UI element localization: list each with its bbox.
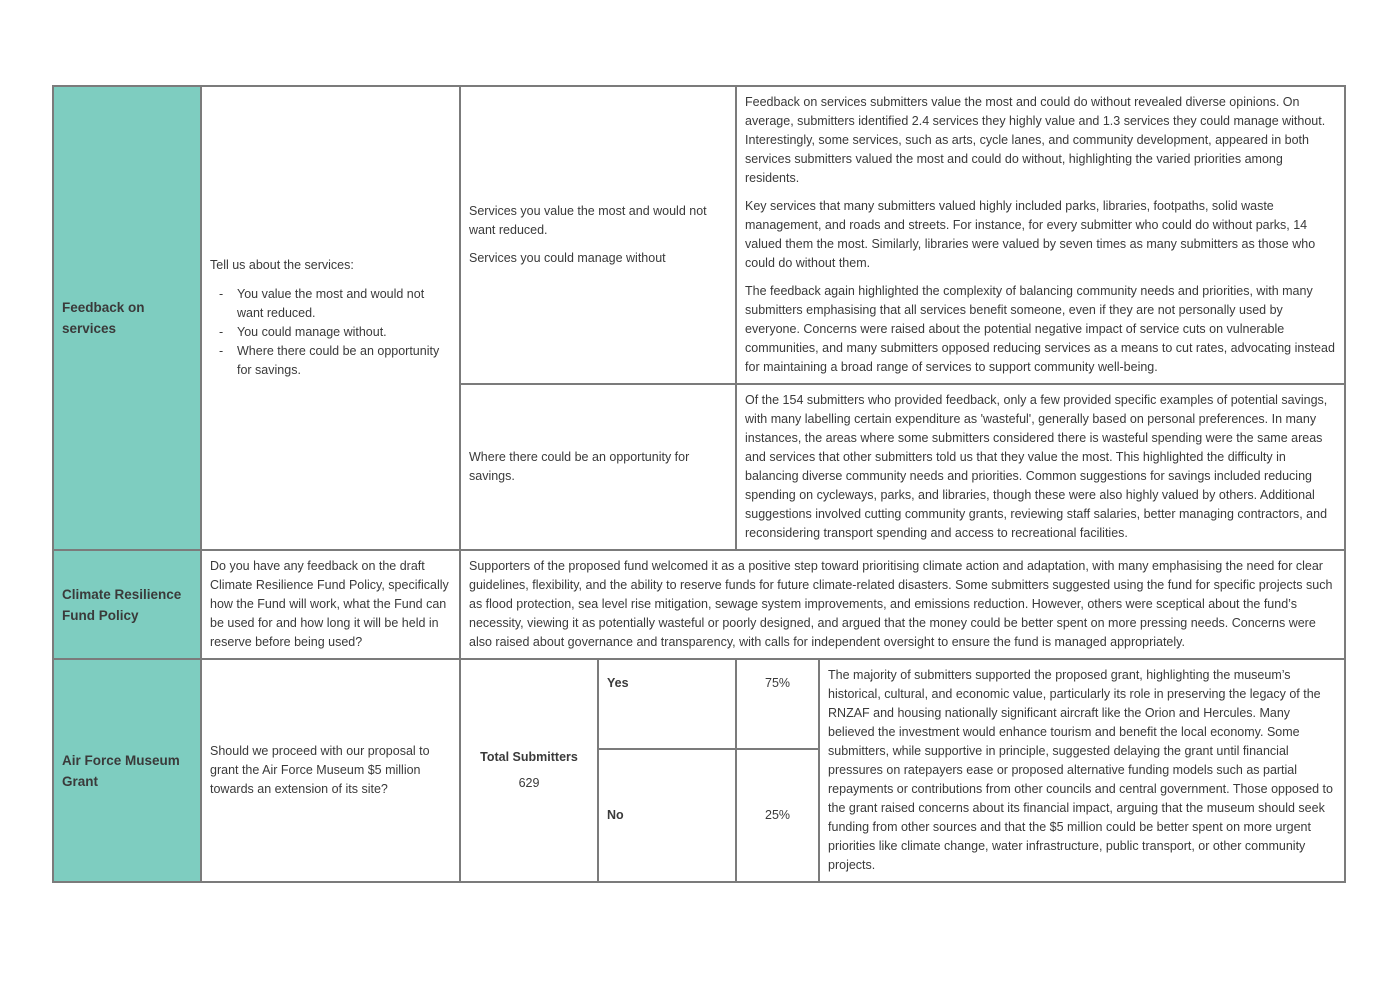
total-submitters-value: 629 <box>518 776 540 790</box>
museum-summary: The majority of submitters supported the proposed grant, highlighting the museum’s historical, cultural, and economic value, particularly its role in preserving the legacy of the RNZAF and housing nationally significant aircraft like the Orion and Hercules. Many believed the investment would enhance tourism and benefit the local economy. Some submitters, while supportive in principle, suggested delaying the grant until financial pressures on ratepayers ease or proposed alternative funding models such as partial repayments or contributions from other councils and central government. Those opposed to the grant raised concerns about its financial impact, arguing that the museum should seek funding from other sources and that the $5 million could be better spent on more urgent priorities like climate change, water infrastructure, public transport, or other community projects. <box>819 659 1345 882</box>
services-question-intro: Tell us about the services: <box>210 258 354 272</box>
list-item: - Where there could be an opportunity for savings. <box>210 342 451 380</box>
list-item: - You could manage without. <box>210 323 451 342</box>
total-submitters-label: Total Submitters <box>480 750 578 764</box>
climate-question: Do you have any feedback on the draft Climate Resilience Fund Policy, specifically how the Fund will work, what the Fund can be used for and how long it will be held in reserve before being used? <box>201 550 460 659</box>
summary-paragraph: The feedback again highlighted the complexity of balancing community needs and priorities, with many submitters emphasising that all services benefit someone, even if they are not personally used by everyone. Concerns were raised about the potential negative impact of service cuts on vulnerable communities, and many submitters opposed reducing services as a means to cut rates, advocating instead for maintaining a broad range of services to support community well-being. <box>745 284 1335 374</box>
services-value-summary <box>736 86 1345 384</box>
services-row-value <box>53 86 1345 384</box>
services-question-list <box>210 285 451 380</box>
list-item: - You value the most and would not want reduced. <box>210 285 451 323</box>
summary-paragraph: Feedback on services submitters value the most and could do without revealed diverse opinions. On average, submitters identified 2.4 services they highly value and 1.3 services they could manage without. Interestingly, some services, such as arts, cycle lanes, and community development, appeared in both services submitters valued the most and could do without, highlighting the varied priorities among residents. <box>745 95 1326 185</box>
climate-summary: Supporters of the proposed fund welcomed it as a positive step toward prioritising climate action and adaptation, with many emphasising the need for clear guidelines, flexibility, and the ability to reserve funds for future climate-related disasters. Some submitters suggested using the fund for specific projects such as flood protection, sea level rise mitigation, sewage system improvements, and emissions reduction. However, others were sceptical about the fund’s necessity, viewing it as potentially wasteful or poorly designed, and argued that the money could be better spent on more pressing needs. Concerns were also raised about governance and transparency, with calls for independent oversight to ensure the fund is managed appropriately. <box>460 550 1345 659</box>
feedback-summary-table <box>52 85 1346 883</box>
services-heading: Feedback on services <box>53 86 201 550</box>
services-subquestion-savings: Where there could be an opportunity for savings. <box>460 384 736 550</box>
services-savings-summary: Of the 154 submitters who provided feedback, only a few provided specific examples of potential savings, with many labelling certain expenditure as 'wasteful', generally based on personal preferences. In many instances, the areas where some submitters considered there is wasteful spending were the same areas and services that other submitters told us that they value the most. This highlighted the difficulty in balancing diverse community needs and priorities. Common suggestions for savings included reducing spending on cycleways, parks, and libraries, though these were also highly valued by others. Additional suggestions involved cutting community grants, reviewing staff salaries, better managing contractors, and reconsidering transport spending and access to recreational facilities. <box>736 384 1345 550</box>
climate-heading: Climate Resilience Fund Policy <box>53 550 201 659</box>
services-subquestion-value-label: Services you value the most and would not want reduced. <box>469 204 707 237</box>
museum-question: Should we proceed with our proposal to grant the Air Force Museum $5 million towards an extension of its site? <box>201 659 460 882</box>
museum-yes-label: Yes <box>598 659 736 749</box>
museum-row-yes <box>53 659 1345 749</box>
museum-heading: Air Force Museum Grant <box>53 659 201 882</box>
climate-row <box>53 550 1345 659</box>
services-question <box>201 86 460 550</box>
summary-paragraph: Key services that many submitters valued highly included parks, libraries, footpaths, solid waste management, and roads and streets. For instance, for every submitter who could do without parks, 14 valued them the most. Similarly, libraries were valued by seven times as many submitters as those who could do without them. <box>745 199 1316 270</box>
museum-total-submitters <box>460 659 598 882</box>
museum-no-percent: 25% <box>736 749 819 882</box>
museum-yes-percent: 75% <box>736 659 819 749</box>
museum-no-label: No <box>598 749 736 882</box>
services-subquestion-value <box>460 86 736 384</box>
feedback-summary-page <box>52 85 1344 883</box>
services-subquestion-without-label: Services you could manage without <box>469 251 666 265</box>
